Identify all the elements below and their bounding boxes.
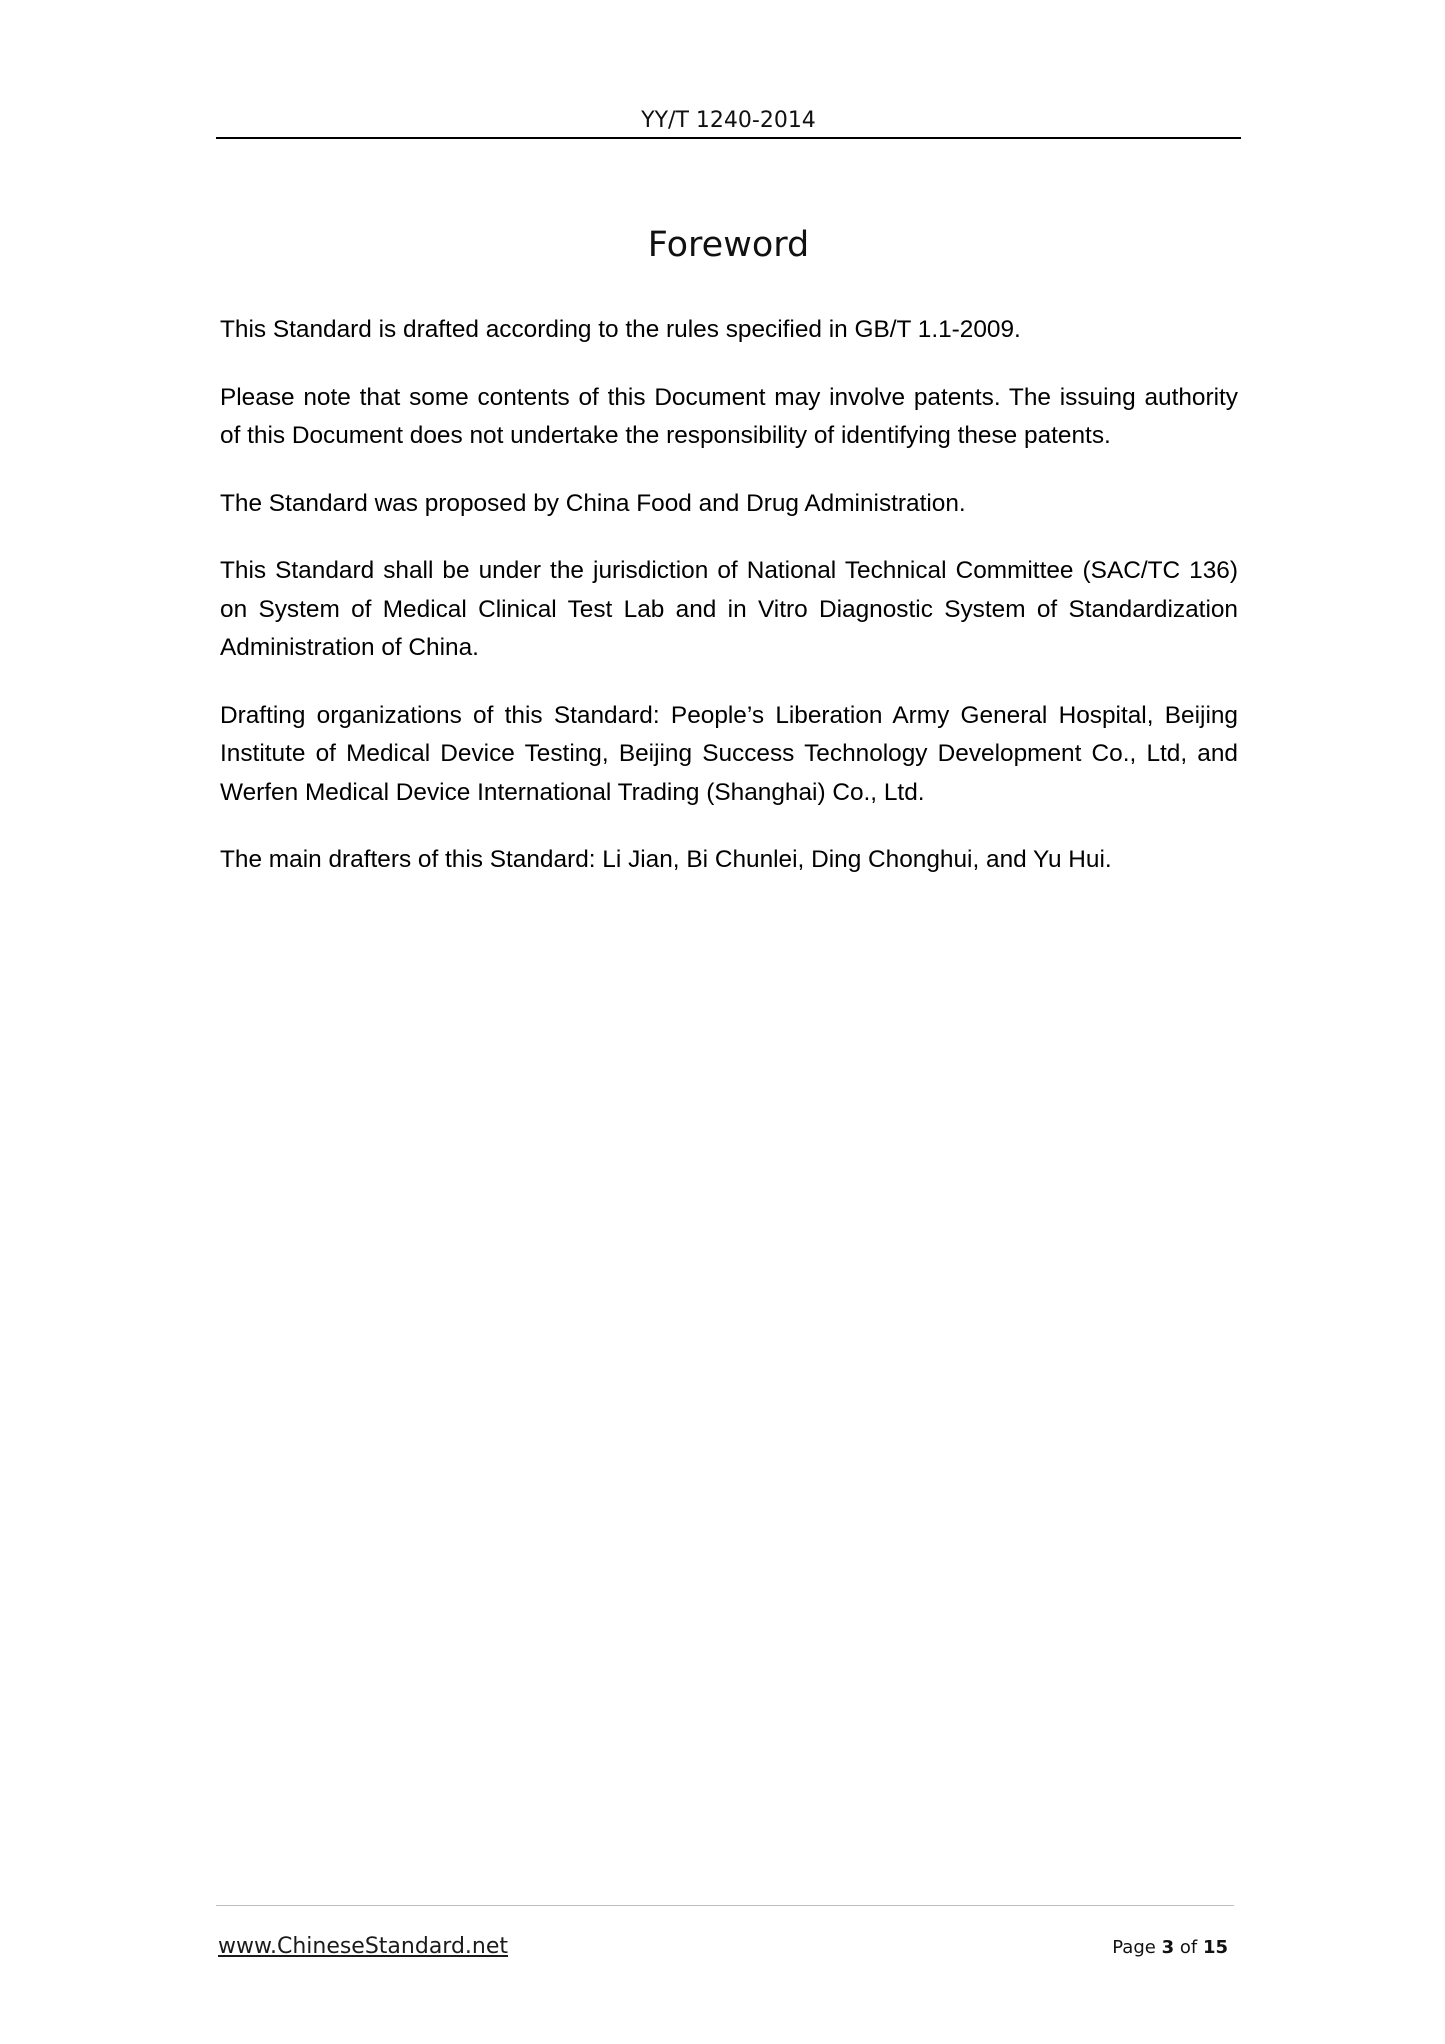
page-total: 15	[1202, 1937, 1228, 1958]
footer-divider	[216, 1905, 1234, 1906]
paragraph-jurisdiction: This Standard shall be under the jurisdiction of National Technical Committee (SAC/TC 136) on System of Medical Clinical Test Lab and in Vitro Diagnostic System of Standardization Administration of China.	[220, 557, 1238, 661]
page-word: Page	[1112, 1937, 1156, 1958]
paragraph-drafting-rules: This Standard is drafted according to the rules specified in GB/T 1.1-2009.	[220, 316, 1021, 343]
paragraph-patents: Please note that some contents of this Document may involve patents. The issuing authority of this Document does not undertake the responsibility of identifying these patents.	[220, 383, 1238, 449]
page-title: Foreword	[647, 225, 810, 265]
paragraph-main-drafters: The main drafters of this Standard: Li Jian, Bi Chunlei, Ding Chonghui, and Yu Hui.	[220, 846, 1112, 873]
header-divider	[216, 137, 1241, 139]
page-of: of	[1179, 1937, 1198, 1958]
document-body	[220, 311, 1238, 909]
footer-page-number	[1112, 1934, 1228, 1962]
header-doc-code: YY/T 1240-2014	[641, 108, 816, 133]
page-current: 3	[1161, 1937, 1175, 1958]
footer-website-link[interactable]: www.ChineseStandard.net	[218, 1934, 509, 1959]
paragraph-drafting-organizations: Drafting organizations of this Standard: People’s Liberation Army General Hospital, Beijing Institute of Medical Device Testing, Beijing Success Technology Development Co., Ltd, and Werfen Medical Device International Trading (Shanghai) Co., Ltd.	[220, 701, 1238, 806]
paragraph-proposed-by: The Standard was proposed by China Food and Drug Administration.	[220, 489, 966, 517]
